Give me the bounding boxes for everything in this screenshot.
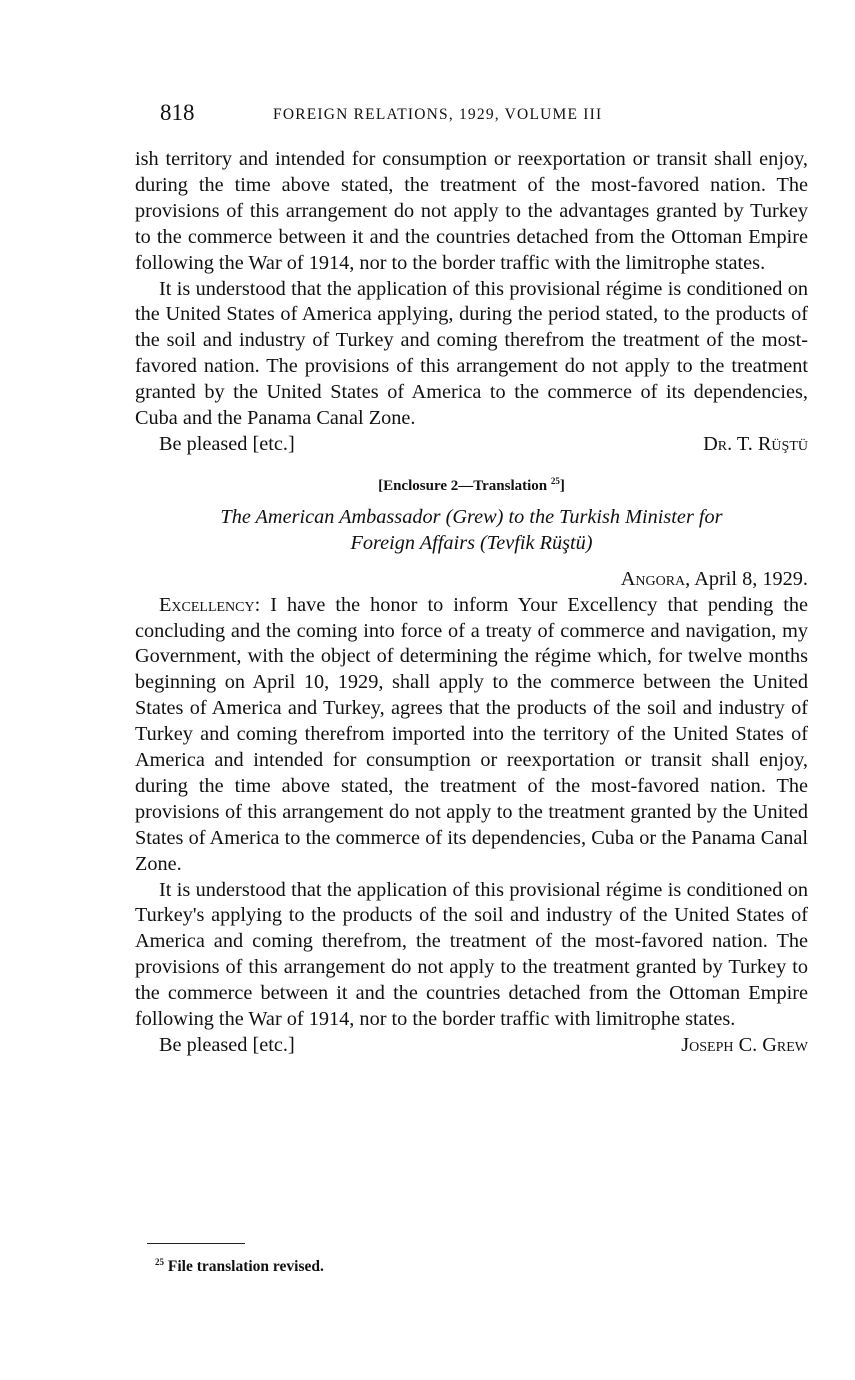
- document-title-line-2: Foreign Affairs (Tevfik Rüştü): [350, 531, 593, 554]
- enclosure-label: [Enclosure 2—Translation: [378, 477, 548, 494]
- enclosure-heading: [135, 470, 808, 497]
- dateline: [135, 567, 808, 593]
- footnote-text: File translation revised.: [167, 1258, 324, 1276]
- page-header: [135, 100, 815, 134]
- paragraph-excellency: [135, 593, 808, 878]
- footnote-reference: 25: [550, 475, 560, 486]
- closing-2-signature: Joseph C. Grew: [681, 1034, 808, 1056]
- document-title: [135, 505, 808, 557]
- closing-2: [135, 1033, 808, 1059]
- closing-1-text: Be pleased [etc.]: [159, 432, 295, 455]
- dateline-date: , April 8, 1929.: [685, 567, 808, 590]
- document-body: [135, 147, 808, 1059]
- footnote-marker: 25: [155, 1257, 164, 1267]
- closing-2-text: Be pleased [etc.]: [159, 1034, 295, 1056]
- enclosure-close: ]: [559, 477, 565, 494]
- footnote: [155, 1257, 324, 1276]
- running-head: FOREIGN RELATIONS, 1929, VOLUME III: [273, 106, 603, 123]
- salutation: Excellency:: [159, 593, 261, 616]
- closing-1-signature: Dr. T. Rüştü: [703, 432, 808, 455]
- paragraph-conditions-2: It is understood that the application of this provisional régime is conditioned on Turkey's applying to the products of the soil and industry of the United States of America and coming therefrom, the treatment of the most-favored nation. The provisions of this arrangement do not apply to the treatment granted by Turkey to the commerce between it and the countries detached from the Ottoman Empire following the War of 1914, nor to the border traffic with limitrophe states.: [135, 878, 808, 1031]
- footnote-divider: [147, 1243, 245, 1244]
- paragraph-excellency-text: I have the honor to inform Your Excellency that pending the concluding and the coming into force of a treaty of commerce and navigation, my Government, with the object of determining the régime which, for twelve months beginning on April 10, 1929, shall apply to the commerce between the United States of America and Turkey, agrees that the products of the soil and industry of Turkey and coming therefrom imported into the territory of the United States of America and intended for consumption or reexportation or transit shall enjoy, during the time above stated, the treatment of the most-favored nation. The provisions of this arrangement do not apply to the treatment granted by the United States of America to the commerce of its dependencies, Cuba or the Panama Canal Zone.: [135, 593, 808, 875]
- paragraph-continued: ish territory and intended for consumption or reexportation or transit shall enjoy, during the time above stated, the treatment of the most-favored nation. The provisions of this arrangement do not apply to the advantages granted by Turkey to the commerce between it and the countries detached from the Ottoman Empire following the War of 1914, nor to the border traffic with the limitrophe states.: [135, 148, 808, 274]
- document-title-line-1: The American Ambassador (Grew) to the Turkish Minister for: [220, 505, 723, 528]
- closing-1: [135, 432, 808, 458]
- paragraph-conditions: It is understood that the application of this provisional régime is conditioned on the United States of America applying, during the period stated, to the products of the soil and industry of Turkey and coming therefrom the treatment of the most-favored nation. The provisions of this arrangement do not apply to the treatment granted by the United States of America to the commerce of its dependencies, Cuba and the Panama Canal Zone.: [135, 277, 808, 430]
- dateline-place: Angora: [620, 567, 686, 590]
- page-number: 818: [160, 100, 195, 125]
